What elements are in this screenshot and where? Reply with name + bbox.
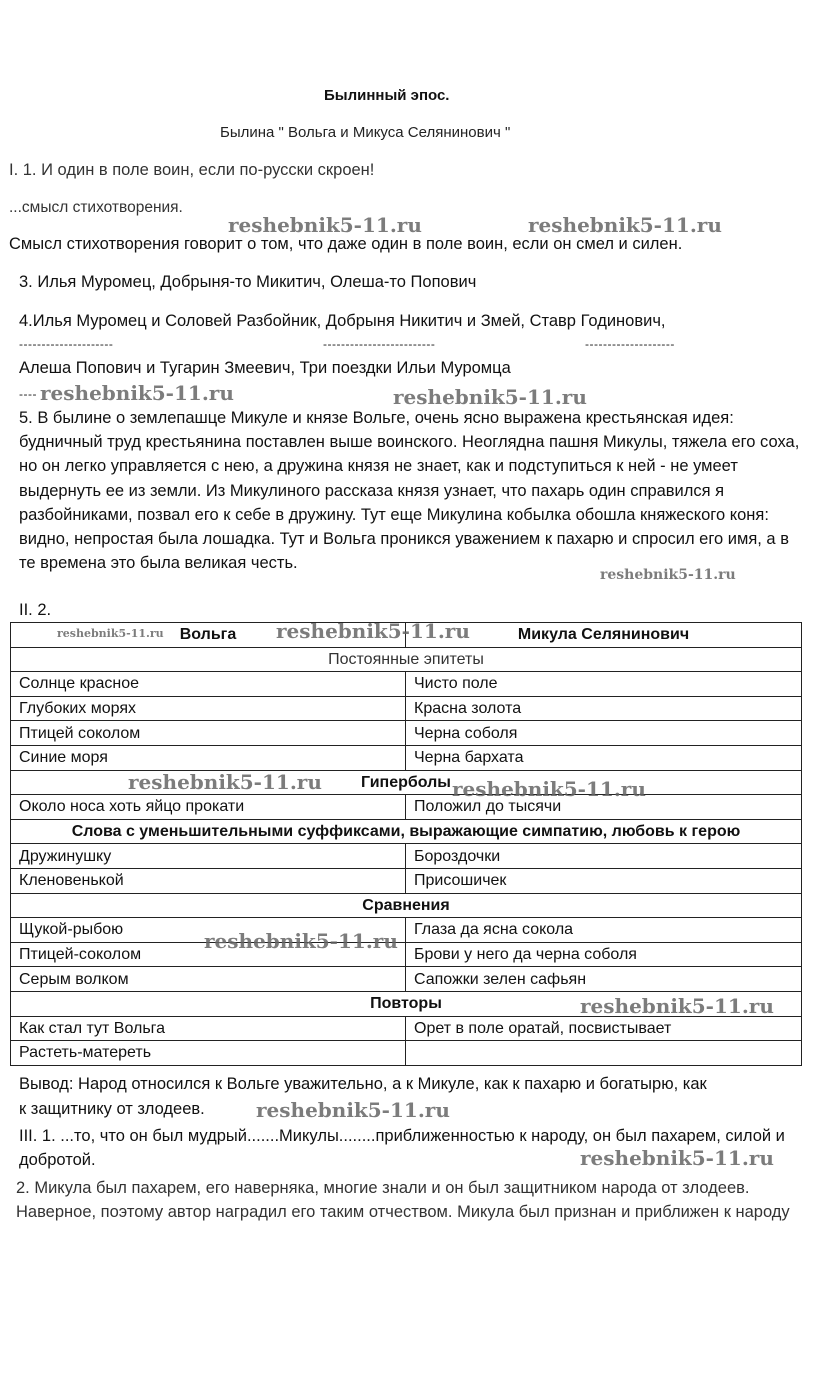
table-cell-mikula: Глаза да ясна сокола <box>406 918 802 943</box>
table-row <box>11 745 802 770</box>
watermark: reshebnik5-11.ru <box>276 619 470 643</box>
table-cell-mikula: Присошичек <box>406 868 802 893</box>
table-cell-mikula: Бороздочки <box>406 844 802 869</box>
table-row <box>11 942 802 967</box>
table-cell-volga: Как стал тут Вольга <box>11 1016 406 1041</box>
table-cell-volga: Дружинушку <box>11 844 406 869</box>
table-cell-volga: Глубоких морях <box>11 696 406 721</box>
table-cell-volga: Кленовенькой <box>11 868 406 893</box>
table-cell-mikula: Брови у него да черна соболя <box>406 942 802 967</box>
table-cell-volga: Солнце красное <box>11 672 406 697</box>
question-1-note: ...смысл стихотворения. <box>9 199 183 216</box>
question-4-line-1: 4.Илья Муромец и Соловей Разбойник, Добрыня Никитич и Змей, Ставр Годинович, <box>19 312 666 330</box>
table-section-title: Гиперболы <box>11 770 802 795</box>
table-row <box>11 868 802 893</box>
table-cell-mikula: Положил до тысячи <box>406 795 802 820</box>
table-row <box>11 795 802 820</box>
table-cell-volga: Щукой-рыбою <box>11 918 406 943</box>
page-title: Былинный эпос. <box>324 87 450 104</box>
table-cell-volga: Птицей соколом <box>11 721 406 746</box>
watermark: reshebnik5-11.ru <box>204 929 398 953</box>
watermark: reshebnik5-11.ru <box>580 994 774 1018</box>
table-row <box>11 1041 802 1066</box>
watermark: reshebnik5-11.ru <box>57 627 164 640</box>
table-section-row <box>11 819 802 844</box>
table-row <box>11 967 802 992</box>
table-row <box>11 721 802 746</box>
section-2-label: II. 2. <box>19 601 52 619</box>
column-header-volga: Вольга <box>11 623 406 648</box>
table-row <box>11 844 802 869</box>
table-cell-mikula: Чисто поле <box>406 672 802 697</box>
table-cell-volga: Растеть-матереть <box>11 1041 406 1066</box>
table-section-row <box>11 893 802 918</box>
table-cell-mikula: Черна бархата <box>406 745 802 770</box>
column-header-mikula: Микула Селянинович <box>406 623 802 648</box>
dash-line-4: ---- <box>19 387 37 401</box>
question-4-line-2: Алеша Попович и Тугарин Змеевич, Три поездки Ильи Муромца <box>19 359 511 377</box>
watermark: reshebnik5-11.ru <box>580 1146 774 1170</box>
question-5: 5. В былине о землепашце Микуле и князе Вольге, очень ясно выражена крестьянская идея: будничный труд крестьянина поставлен выше воинского. Неоглядна пашня Микулы, тяжела его соха, но он легко управляется с нею, а дружина князя не знает, как и подступиться к ней - не умеет выдернуть ее из земли. Из Микулиного рассказа князя узнает, что пахарь один справился я разбойниками, позвал его к себе в дружину. Тут еще Микулина кобылка обошла княжеского коня: видно, непростая была лошадка. Тут и Вольга проникся уважением к пахарю и спросил его имя, а в те времена это была великая честь. <box>19 409 800 573</box>
table-cell-volga: Около носа хоть яйцо прокати <box>11 795 406 820</box>
question-1: I. 1. И один в поле воин, если по-русски скроен! <box>9 161 375 179</box>
watermark: reshebnik5-11.ru <box>40 381 234 405</box>
dash-line-2: ------------------------- <box>323 337 436 351</box>
table-row <box>11 672 802 697</box>
table-section-title: Слова с уменьшительными суффиксами, выражающие симпатию, любовь к герою <box>11 819 802 844</box>
page-subtitle: Былина " Вольга и Микуса Селянинович " <box>220 124 511 141</box>
watermark: reshebnik5-11.ru <box>528 213 722 237</box>
watermark: reshebnik5-11.ru <box>128 770 322 794</box>
section-3-question-2: 2. Микула был пахарем, его наверняка, многие знали и он был защитником народа от злодеев. Наверное, поэтому автор наградил его таким отчеством. Микула был признан и приближен к народу <box>16 1179 790 1221</box>
table-section-row <box>11 647 802 672</box>
table-cell-mikula: Черна соболя <box>406 721 802 746</box>
watermark: reshebnik5-11.ru <box>228 213 422 237</box>
table-cell-volga: Серым волком <box>11 967 406 992</box>
table-cell-mikula: Сапожки зелен сафьян <box>406 967 802 992</box>
dash-line-3: -------------------- <box>585 337 675 351</box>
question-3: 3. Илья Муромец, Добрыня-то Микитич, Олеша-то Попович <box>19 273 477 291</box>
conclusion-line-1: Вывод: Народ относился к Вольге уважительно, а к Микуле, как к пахарю и богатырю, как <box>19 1075 707 1093</box>
section-3-question-1: III. 1. ...то, что он был мудрый.......Микулы........приближенностью к народу, он был пахарем, силой и добротой. <box>19 1127 785 1169</box>
table-section-title: Постоянные эпитеты <box>11 647 802 672</box>
table-cell-volga: Птицей-соколом <box>11 942 406 967</box>
conclusion-line-2: к защитнику от злодеев. <box>19 1100 205 1118</box>
table-cell-mikula: Орет в поле оратай, посвистывает <box>406 1016 802 1041</box>
table-cell-mikula <box>406 1041 802 1066</box>
question-1-answer: Смысл стихотворения говорит о том, что даже один в поле воин, если он смел и силен. <box>9 235 683 253</box>
table-cell-volga: Синие моря <box>11 745 406 770</box>
table-section-title: Сравнения <box>11 893 802 918</box>
table-row <box>11 918 802 943</box>
dash-line-1: --------------------- <box>19 337 114 351</box>
watermark: reshebnik5-11.ru <box>600 567 736 583</box>
table-row <box>11 1016 802 1041</box>
watermark: reshebnik5-11.ru <box>452 777 646 801</box>
table-row <box>11 696 802 721</box>
watermark: reshebnik5-11.ru <box>256 1098 450 1122</box>
watermark: reshebnik5-11.ru <box>393 385 587 409</box>
table-cell-mikula: Красна золота <box>406 696 802 721</box>
table-section-title: Повторы <box>11 991 802 1016</box>
